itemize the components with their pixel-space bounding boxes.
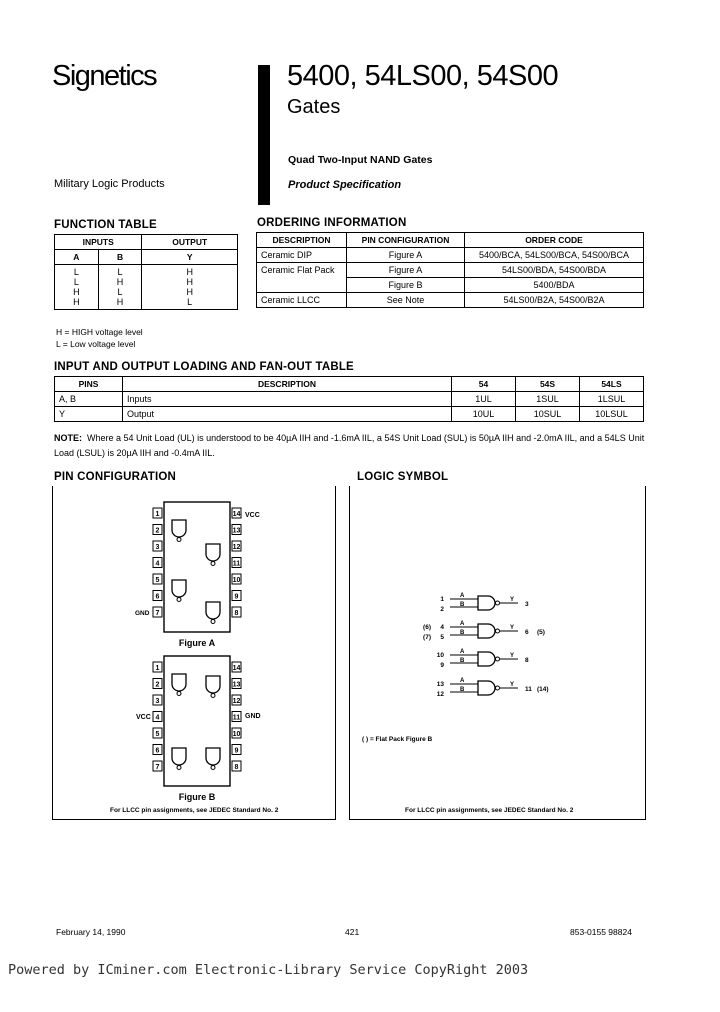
pin-number: 13: [232, 527, 241, 535]
nand-gate-icon: [478, 652, 495, 666]
cell: Ceramic DIP: [257, 248, 347, 263]
cell: Output: [123, 407, 452, 422]
product-line: Military Logic Products: [54, 178, 165, 190]
a-label: A: [460, 678, 465, 684]
footer-doc-number: 853-0155 98824: [570, 927, 632, 937]
input-b-pin: 9: [440, 662, 444, 669]
watermark: Powered by ICminer.com Electronic-Library Service CopyRight 2003: [8, 962, 529, 978]
nand-gate-icon: [172, 520, 186, 537]
nand-gate-icon: [478, 624, 495, 638]
alt-b-pin: (7): [423, 634, 431, 641]
b-label: B: [460, 602, 465, 608]
input-a-pin: 13: [436, 681, 444, 688]
y-label: Y: [510, 653, 515, 659]
pin-number: 3: [155, 544, 160, 551]
pin-number: 9: [234, 747, 239, 755]
pin-number: 10: [232, 577, 241, 584]
nand-gate-icon: [206, 602, 220, 619]
pin-number: 9: [234, 593, 239, 601]
alt-a-pin: (6): [423, 624, 431, 631]
cell: 1SUL: [516, 392, 580, 407]
nand-gate-icon-bubble: [177, 538, 181, 542]
footer-page: 421: [345, 927, 360, 937]
legend-low: L = Low voltage level: [56, 339, 136, 349]
pin-number: 10: [232, 731, 241, 738]
alt-output-pin: (14): [537, 686, 549, 693]
output-header: OUTPUT: [142, 235, 238, 250]
col-description: DESCRIPTION: [123, 377, 452, 392]
input-b-pin: 2: [440, 606, 444, 613]
pin-number: 6: [155, 747, 160, 755]
cell: L: [73, 277, 79, 287]
a-label: A: [460, 621, 465, 627]
cell: Y: [55, 407, 123, 422]
figure-caption: Figure A: [178, 638, 216, 648]
a-label: A: [460, 649, 465, 655]
pin-number: 13: [232, 681, 241, 689]
footer-date: February 14, 1990: [56, 927, 126, 937]
cell: L: [73, 267, 79, 277]
cell: 5400/BDA: [465, 278, 644, 293]
nand-gate-icon-bubble: [177, 766, 181, 770]
pin-number: 12: [232, 544, 241, 551]
input-b-pin: 12: [436, 691, 444, 698]
col-a: A: [55, 250, 99, 265]
nand-gate-icon-bubble: [496, 629, 500, 633]
nand-gate-icon-bubble: [211, 562, 215, 566]
note-text: Where a 54 Unit Load (UL) is understood to be 40µA IIH and -1.6mA IIL, a 54S Unit Load (SUL) is 50µA IIH and -2.0mA IIL, and a 54LS Unit Load (LSUL) is 20µA IIH and -0.4mA IIL.: [54, 433, 645, 458]
pin-number: 14: [232, 511, 241, 518]
col-54s: 54S: [516, 377, 580, 392]
gnd-label: GND: [135, 610, 150, 617]
loading-heading: INPUT AND OUTPUT LOADING AND FAN-OUT TABLE: [54, 361, 354, 373]
b-label: B: [460, 658, 465, 664]
pin-number: 8: [234, 610, 239, 617]
cell: Inputs: [123, 392, 452, 407]
col-y: Y: [142, 250, 238, 265]
col-pins: PINS: [55, 377, 123, 392]
function-table-heading: FUNCTION TABLE: [54, 219, 157, 231]
cell: 10UL: [452, 407, 516, 422]
cell: H: [73, 287, 80, 297]
cell: H: [186, 267, 193, 277]
input-a-pin: 10: [436, 652, 444, 659]
cell: 5400/BCA, 54LS00/BCA, 54S00/BCA: [465, 248, 644, 263]
cell: Figure B: [347, 278, 465, 293]
spec-type: Product Specification: [288, 179, 402, 191]
nand-gate-icon-bubble: [211, 694, 215, 698]
nand-gate-icon-bubble: [177, 598, 181, 602]
y-label: Y: [510, 597, 515, 603]
pin-number: 11: [232, 560, 241, 568]
page-subtitle: Gates: [287, 96, 341, 118]
output-pin: 3: [525, 601, 529, 608]
pin-number: 4: [155, 560, 160, 568]
cell: A, B: [55, 392, 123, 407]
cell: Ceramic LLCC: [257, 293, 347, 308]
col-description: DESCRIPTION: [257, 233, 347, 248]
nand-gate-icon: [478, 596, 495, 610]
pin-number: 6: [155, 593, 160, 601]
col-b: B: [98, 250, 142, 265]
pin-number: 2: [155, 681, 160, 689]
alt-output-pin: (5): [537, 629, 545, 636]
pin-number: 14: [232, 665, 241, 672]
page-title: 5400, 54LS00, 54S00: [287, 60, 559, 92]
cell: 10SUL: [516, 407, 580, 422]
cell: 54LS00/B2A, 54S00/B2A: [465, 293, 644, 308]
nand-gate-icon-bubble: [496, 601, 500, 605]
b-label: B: [460, 687, 465, 693]
pin-number: 5: [155, 731, 160, 738]
a-label: A: [460, 593, 465, 599]
nand-gate-icon: [206, 748, 220, 765]
col-order-code: ORDER CODE: [465, 233, 644, 248]
nand-gate-icon: [172, 748, 186, 765]
pin-config-heading: PIN CONFIGURATION: [54, 471, 177, 483]
figure-caption: Figure B: [178, 792, 216, 802]
col-54ls: 54LS: [580, 377, 644, 392]
brand-logo: Signetics: [52, 60, 157, 92]
pin-number: 2: [155, 527, 160, 535]
output-pin: 8: [525, 657, 529, 664]
pin-number: 5: [155, 577, 160, 584]
vcc-label: VCC: [136, 714, 151, 721]
cell: H: [186, 287, 193, 297]
cell: 10LSUL: [580, 407, 644, 422]
cell: L: [117, 287, 123, 297]
nand-gate-icon-bubble: [496, 686, 500, 690]
col-pin-config: PIN CONFIGURATION: [347, 233, 465, 248]
cell: Figure A: [347, 263, 465, 278]
cell: L: [187, 297, 193, 307]
pin-number: 12: [232, 698, 241, 705]
pin-number: 11: [232, 714, 241, 722]
nand-gate-icon-bubble: [211, 620, 215, 624]
nand-gate-icon: [478, 681, 495, 695]
cell: H: [73, 297, 80, 307]
pin-number: 3: [155, 698, 160, 705]
cell: 54LS00/BDA, 54S00/BDA: [465, 263, 644, 278]
nand-gate-icon: [172, 674, 186, 691]
pin-number: 1: [155, 511, 160, 518]
input-a-pin: 1: [440, 596, 444, 603]
pin-number: 8: [234, 764, 239, 771]
legend-high: H = HIGH voltage level: [56, 327, 143, 337]
pin-config-footnote: For LLCC pin assignments, see JEDEC Standard No. 2: [110, 807, 279, 814]
pin-number: 7: [155, 610, 160, 617]
input-b-pin: 5: [440, 634, 444, 641]
cell: 1UL: [452, 392, 516, 407]
cell: H: [116, 297, 124, 307]
pin-number: 7: [155, 764, 160, 771]
nand-gate-icon: [172, 580, 186, 597]
pin-number: 4: [155, 714, 160, 722]
cell: H: [116, 277, 124, 287]
cell: L: [117, 267, 123, 277]
logic-symbol-heading: LOGIC SYMBOL: [357, 471, 449, 483]
output-pin: 11: [525, 686, 532, 693]
flat-pack-legend: ( ) = Flat Pack Figure B: [362, 736, 433, 743]
inputs-header: INPUTS: [55, 235, 142, 250]
pin-number: 1: [155, 665, 160, 672]
output-pin: 6: [525, 629, 529, 636]
nand-gate-icon-bubble: [211, 766, 215, 770]
b-label: B: [460, 630, 465, 636]
nand-gate-icon-bubble: [496, 657, 500, 661]
gnd-label: GND: [245, 713, 261, 720]
cell: 1LSUL: [580, 392, 644, 407]
note-label: NOTE:: [54, 433, 82, 443]
vcc-label: VCC: [245, 512, 260, 519]
y-label: Y: [510, 625, 515, 631]
y-label: Y: [510, 682, 515, 688]
product-description: Quad Two-Input NAND Gates: [288, 154, 433, 166]
nand-gate-icon: [206, 544, 220, 561]
cell: Figure A: [347, 248, 465, 263]
cell: Ceramic Flat Pack: [257, 263, 347, 293]
input-a-pin: 4: [440, 624, 444, 631]
logic-symbol-footnote: For LLCC pin assignments, see JEDEC Standard No. 2: [405, 807, 574, 814]
cell: See Note: [347, 293, 465, 308]
nand-gate-icon-bubble: [177, 692, 181, 696]
cell: H: [186, 277, 193, 287]
nand-gate-icon: [206, 676, 220, 693]
col-54: 54: [452, 377, 516, 392]
ordering-heading: ORDERING INFORMATION: [257, 217, 407, 229]
